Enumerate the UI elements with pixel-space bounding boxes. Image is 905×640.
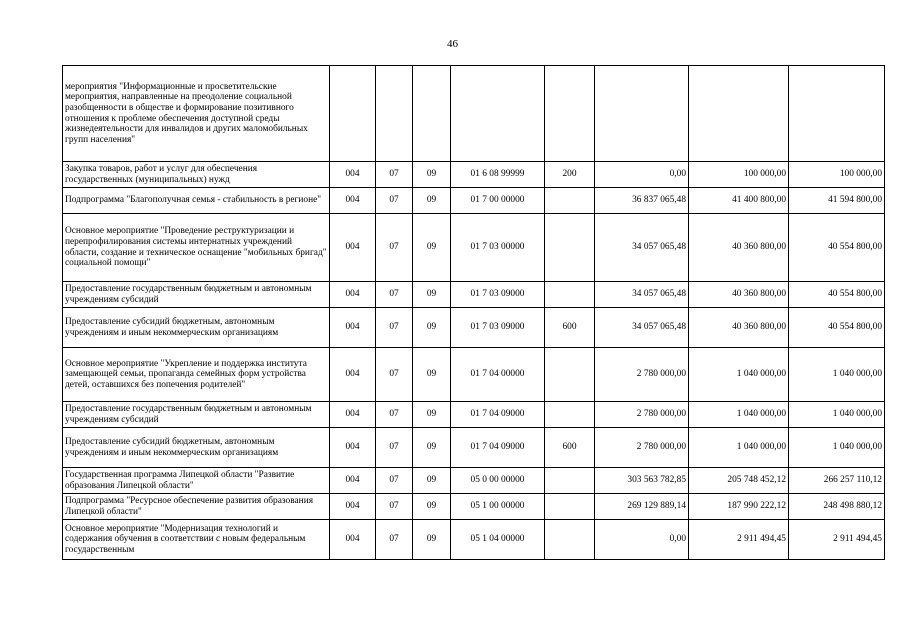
cell-admin-code: 004	[330, 214, 376, 282]
cell-admin-code: 004	[330, 494, 376, 520]
cell-amount-year-1: 0,00	[595, 162, 689, 188]
cell-expense-type: 200	[545, 162, 595, 188]
cell-subsection: 09	[413, 282, 451, 308]
cell-target-article: 01 7 00 00000	[451, 188, 545, 214]
cell-expense-type	[545, 402, 595, 428]
cell-amount-year-2: 1 040 000,00	[689, 428, 789, 468]
cell-amount-year-2: 100 000,00	[689, 162, 789, 188]
table-row	[63, 214, 885, 282]
cell-amount-year-3: 40 554 800,00	[789, 214, 885, 282]
cell-amount-year-2: 41 400 800,00	[689, 188, 789, 214]
cell-amount-year-1: 0,00	[595, 520, 689, 560]
table-row	[63, 402, 885, 428]
cell-amount-year-1: 2 780 000,00	[595, 348, 689, 402]
cell-expense-type	[545, 188, 595, 214]
cell-admin-code	[330, 66, 376, 162]
cell-amount-year-1: 2 780 000,00	[595, 428, 689, 468]
cell-subsection: 09	[413, 348, 451, 402]
cell-target-article: 01 7 04 00000	[451, 348, 545, 402]
cell-admin-code: 004	[330, 308, 376, 348]
cell-admin-code: 004	[330, 348, 376, 402]
cell-section: 07	[376, 468, 413, 494]
cell-subsection: 09	[413, 214, 451, 282]
cell-section: 07	[376, 162, 413, 188]
cell-section: 07	[376, 494, 413, 520]
cell-expense-type: 600	[545, 428, 595, 468]
cell-amount-year-3: 1 040 000,00	[789, 402, 885, 428]
cell-expense-type	[545, 520, 595, 560]
row-name: Закупка товаров, работ и услуг для обеспечения государственных (муниципальных) нужд	[63, 162, 330, 188]
cell-subsection: 09	[413, 402, 451, 428]
row-name: Основное мероприятие "Модернизация технологий и содержания обучения в соответствии с новым федеральным государственным	[63, 520, 330, 560]
cell-expense-type	[545, 494, 595, 520]
cell-amount-year-1: 34 057 065,48	[595, 308, 689, 348]
table-row	[63, 162, 885, 188]
row-name: Предоставление субсидий бюджетным, автономным учреждениям и иным некоммерческим организациям	[63, 308, 330, 348]
table-row	[63, 348, 885, 402]
cell-amount-year-1	[595, 66, 689, 162]
cell-section: 07	[376, 520, 413, 560]
cell-section: 07	[376, 402, 413, 428]
table-row	[63, 282, 885, 308]
cell-amount-year-1: 2 780 000,00	[595, 402, 689, 428]
cell-admin-code: 004	[330, 188, 376, 214]
table-row	[63, 520, 885, 560]
cell-expense-type: 600	[545, 308, 595, 348]
cell-amount-year-3: 100 000,00	[789, 162, 885, 188]
cell-expense-type	[545, 214, 595, 282]
cell-subsection	[413, 66, 451, 162]
cell-expense-type	[545, 66, 595, 162]
cell-amount-year-3: 2 911 494,45	[789, 520, 885, 560]
cell-amount-year-3: 1 040 000,00	[789, 428, 885, 468]
cell-amount-year-2: 205 748 452,12	[689, 468, 789, 494]
cell-section: 07	[376, 428, 413, 468]
cell-admin-code: 004	[330, 520, 376, 560]
cell-admin-code: 004	[330, 402, 376, 428]
cell-target-article: 01 7 03 09000	[451, 308, 545, 348]
row-name: Предоставление государственным бюджетным и автономным учреждениям субсидий	[63, 282, 330, 308]
cell-amount-year-1: 269 129 889,14	[595, 494, 689, 520]
cell-expense-type	[545, 348, 595, 402]
cell-target-article: 01 7 03 09000	[451, 282, 545, 308]
cell-amount-year-3: 1 040 000,00	[789, 348, 885, 402]
table-row	[63, 428, 885, 468]
cell-target-article: 05 1 04 00000	[451, 520, 545, 560]
cell-amount-year-1: 34 057 065,48	[595, 282, 689, 308]
table-row	[63, 468, 885, 494]
cell-section	[376, 66, 413, 162]
cell-amount-year-1: 303 563 782,85	[595, 468, 689, 494]
cell-amount-year-2	[689, 66, 789, 162]
table-row	[63, 188, 885, 214]
cell-subsection: 09	[413, 520, 451, 560]
cell-target-article: 01 7 04 09000	[451, 402, 545, 428]
cell-target-article	[451, 66, 545, 162]
cell-subsection: 09	[413, 494, 451, 520]
cell-target-article: 05 0 00 00000	[451, 468, 545, 494]
cell-subsection: 09	[413, 468, 451, 494]
cell-admin-code: 004	[330, 468, 376, 494]
cell-subsection: 09	[413, 308, 451, 348]
cell-amount-year-2: 187 990 222,12	[689, 494, 789, 520]
cell-expense-type	[545, 282, 595, 308]
row-name: Предоставление субсидий бюджетным, автономным учреждениям и иным некоммерческим организациям	[63, 428, 330, 468]
cell-amount-year-2: 1 040 000,00	[689, 402, 789, 428]
cell-amount-year-3: 248 498 880,12	[789, 494, 885, 520]
cell-amount-year-3: 41 594 800,00	[789, 188, 885, 214]
cell-target-article: 01 7 03 00000	[451, 214, 545, 282]
cell-amount-year-3: 40 554 800,00	[789, 282, 885, 308]
cell-expense-type	[545, 468, 595, 494]
cell-amount-year-1: 34 057 065,48	[595, 214, 689, 282]
cell-amount-year-1: 36 837 065,48	[595, 188, 689, 214]
row-name: Подпрограмма "Благополучная семья - стабильность в регионе"	[63, 188, 330, 214]
cell-amount-year-2: 40 360 800,00	[689, 308, 789, 348]
cell-amount-year-2: 1 040 000,00	[689, 348, 789, 402]
cell-amount-year-3: 40 554 800,00	[789, 308, 885, 348]
cell-amount-year-2: 40 360 800,00	[689, 214, 789, 282]
cell-section: 07	[376, 188, 413, 214]
cell-section: 07	[376, 282, 413, 308]
cell-amount-year-2: 40 360 800,00	[689, 282, 789, 308]
cell-amount-year-3	[789, 66, 885, 162]
cell-target-article: 05 1 00 00000	[451, 494, 545, 520]
cell-admin-code: 004	[330, 282, 376, 308]
cell-admin-code: 004	[330, 428, 376, 468]
row-name: Предоставление государственным бюджетным и автономным учреждениям субсидий	[63, 402, 330, 428]
row-name: Основное мероприятие "Проведение реструктуризации и перепрофилирования системы интернатных учреждений области, создание и техническое оснащение "мобильных бригад" социальной помощи"	[63, 214, 330, 282]
cell-subsection: 09	[413, 162, 451, 188]
table-row	[63, 66, 885, 162]
cell-subsection: 09	[413, 428, 451, 468]
row-name: Подпрограмма "Ресурсное обеспечение развития образования Липецкой области"	[63, 494, 330, 520]
table-row	[63, 494, 885, 520]
cell-section: 07	[376, 214, 413, 282]
cell-section: 07	[376, 348, 413, 402]
cell-subsection: 09	[413, 188, 451, 214]
page-number: 46	[447, 38, 458, 50]
budget-table	[62, 65, 885, 560]
row-name: Государственная программа Липецкой области "Развитие образования Липецкой области"	[63, 468, 330, 494]
table-row	[63, 308, 885, 348]
cell-amount-year-3: 266 257 110,12	[789, 468, 885, 494]
table-body	[63, 66, 885, 560]
cell-target-article: 01 7 04 09000	[451, 428, 545, 468]
cell-target-article: 01 6 08 99999	[451, 162, 545, 188]
row-name: мероприятия "Информационные и просветительские мероприятия, направленные на преодоление социальной разобщенности в обществе и формирование позитивного отношения к проблеме обеспечения доступной среды жизнедеятельности для инвалидов и других маломобильных групп населения"	[63, 66, 330, 162]
cell-section: 07	[376, 308, 413, 348]
row-name: Основное мероприятие "Укрепление и поддержка института замещающей семьи, пропаганда семейных форм устройства детей, оставшихся без попечения родителей"	[63, 348, 330, 402]
cell-amount-year-2: 2 911 494,45	[689, 520, 789, 560]
cell-admin-code: 004	[330, 162, 376, 188]
